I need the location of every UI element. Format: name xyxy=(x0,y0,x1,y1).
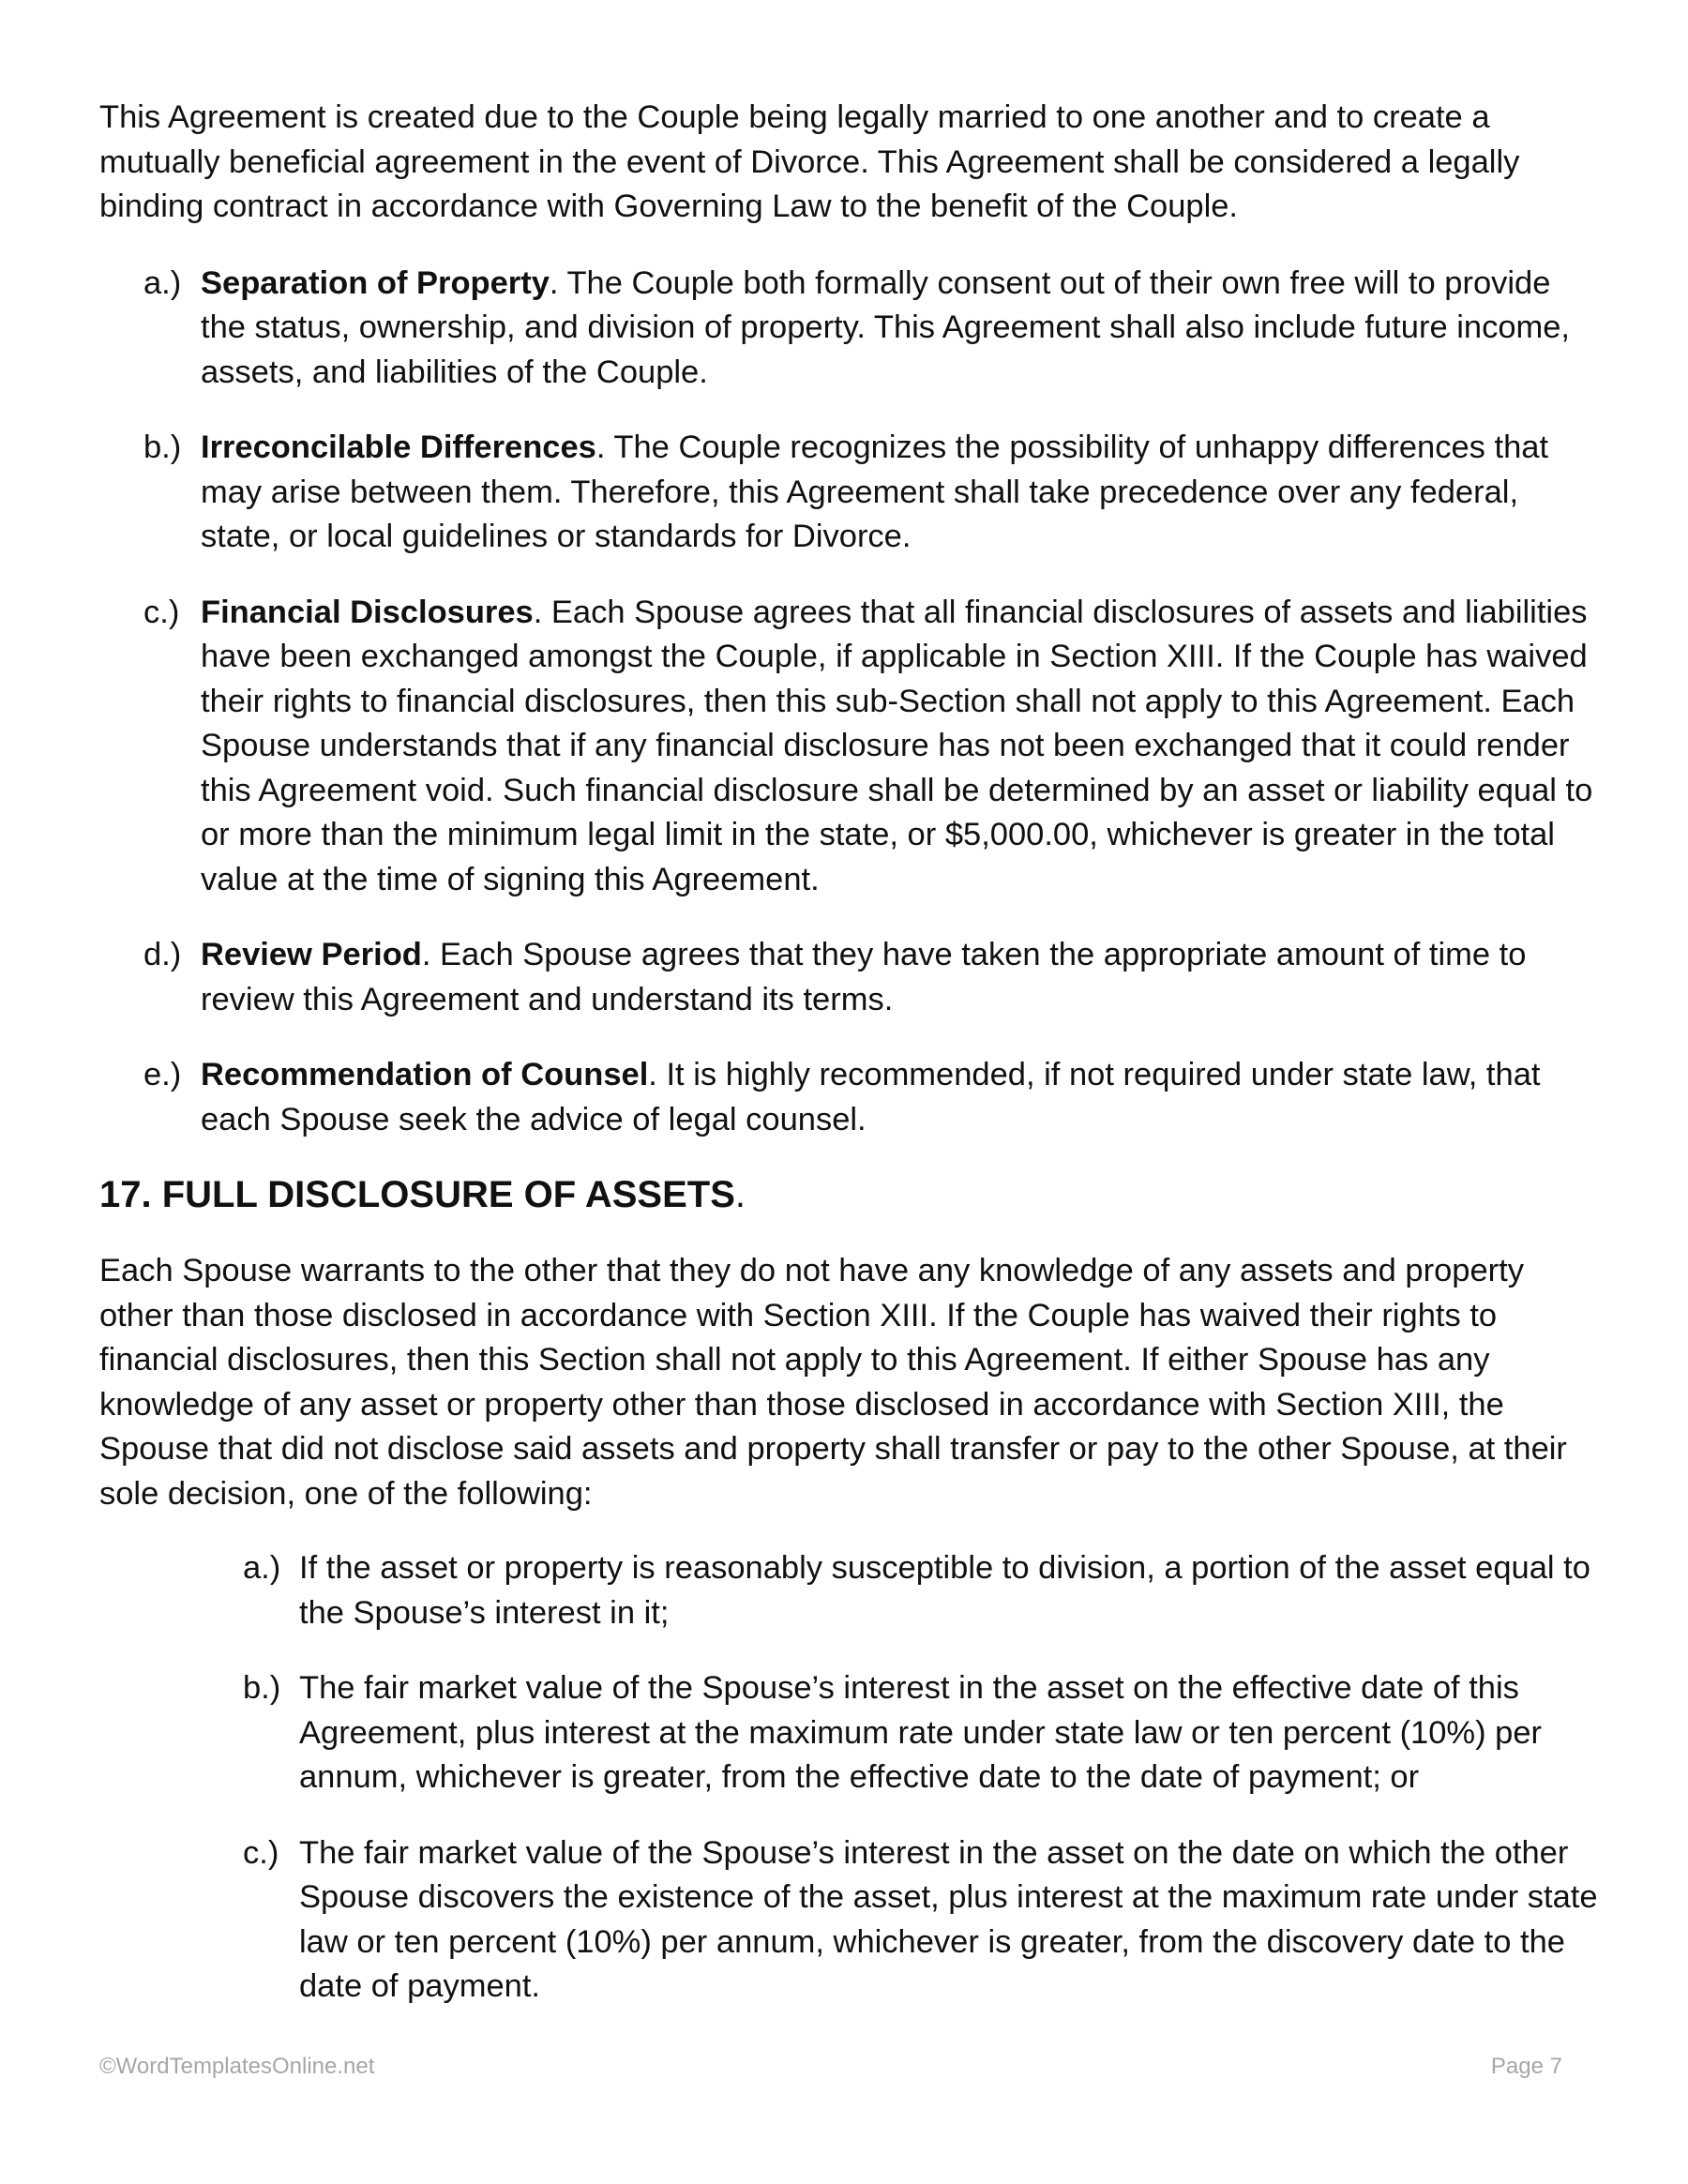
clause-item-b xyxy=(99,426,1600,560)
footer-copyright: ©WordTemplatesOnline.net xyxy=(99,2054,375,2079)
clause-marker: e.) xyxy=(143,1057,182,1092)
section-body-paragraph: Each Spouse warrants to the other that they do not have any knowledge of any assets and property other than those disclosed in accordance with Section XIII. If the Couple has waived their rights to financial disclosures, then this Section shall not apply to this Agreement. If either Spouse has any knowledge of any asset or property other than those disclosed in accordance with Section XIII, the Spouse that did not disclose said assets and property shall transfer or pay to the other Spouse, at their sole decision, one of the following: xyxy=(99,1253,1567,1512)
section-heading xyxy=(99,1170,1600,1219)
clause-marker: a.) xyxy=(143,264,182,301)
section-heading-text: 17. FULL DISCLOSURE OF ASSETS xyxy=(99,1174,735,1215)
intro-paragraph: This Agreement is created due to the Couple being legally married to one another and to create a mutually beneficial agreement in the event of Divorce. This Agreement shall be considered a legally binding contract in accordance with Governing Law to the benefit of the Couple. xyxy=(99,99,1520,224)
remedy-marker: a.) xyxy=(243,1550,281,1586)
remedy-marker: c.) xyxy=(243,1834,279,1871)
clause-title: Irreconcilable Differences xyxy=(201,429,596,465)
remedy-text: The fair market value of the Spouse’s interest in the asset on the effective date of this Agreement, plus interest at the maximum rate under state law or ten percent (10%) per annum, whichever is greater, from the effective date to the date of payment; or xyxy=(299,1670,1543,1795)
clause-item-e xyxy=(99,1053,1600,1142)
remedy-text: The fair market value of the Spouse’s interest in the asset on the date on which the other Spouse discovers the existence of the asset, plus interest at the maximum rate under state law or ten percent (10%) per annum, whichever is greater, from the discovery date to the date of payment. xyxy=(299,1834,1598,2004)
remedy-list xyxy=(99,1546,1600,2010)
clause-text: . It is highly recommended, if not required under state law, that each Spouse seek the advice of legal counsel. xyxy=(201,1057,1541,1137)
clause-marker: b.) xyxy=(143,429,182,465)
clause-title: Review Period xyxy=(201,937,422,972)
clause-title: Separation of Property xyxy=(201,264,550,301)
remedy-text: If the asset or property is reasonably susceptible to division, a portion of the asset equal to the Spouse’s interest in it; xyxy=(299,1550,1590,1631)
remedy-item-b xyxy=(99,1666,1600,1800)
clause-marker: c.) xyxy=(143,594,180,630)
clause-text: . The Couple recognizes the possibility of unhappy differences that may arise between them. Therefore, this Agreement shall take precedence over any federal, state, or local guidelines or standards for Divorce. xyxy=(201,429,1549,554)
clause-list xyxy=(99,262,1600,1143)
document-page xyxy=(99,96,1600,2041)
clause-item-a xyxy=(99,262,1600,396)
remedy-item-c xyxy=(99,1831,1600,2010)
clause-text: . Each Spouse agrees that they have taken the appropriate amount of time to review this Agreement and understand its terms. xyxy=(201,937,1527,1017)
remedy-marker: b.) xyxy=(243,1670,281,1706)
clause-title: Financial Disclosures xyxy=(201,594,534,630)
clause-title: Recommendation of Counsel xyxy=(201,1057,649,1092)
clause-text: . Each Spouse agrees that all financial disclosures of assets and liabilities have been exchanged amongst the Couple, if applicable in Section XIII. If the Couple has waived their rights to financial disclosures, then this sub-Section shall not apply to this Agreement. Each Spouse understands that if any financial disclosure has not been exchanged that it could render this Agreement void. Such financial disclosure shall be determined by an asset or liability equal to or more than the minimum legal limit in the state, or $5,000.00, whichever is greater in the total value at the time of signing this Agreement. xyxy=(201,594,1593,897)
clause-text: . The Couple both formally consent out of their own free will to provide the status, ownership, and division of property. This Agreement shall also include future income, assets, and liabilities of the Couple. xyxy=(201,264,1571,390)
section-heading-dot: . xyxy=(734,1174,746,1215)
remedy-item-a xyxy=(99,1546,1600,1635)
clause-marker: d.) xyxy=(143,937,182,972)
clause-item-d xyxy=(99,933,1600,1022)
footer-page-number: Page 7 xyxy=(1490,2054,1562,2079)
clause-item-c xyxy=(99,591,1600,903)
